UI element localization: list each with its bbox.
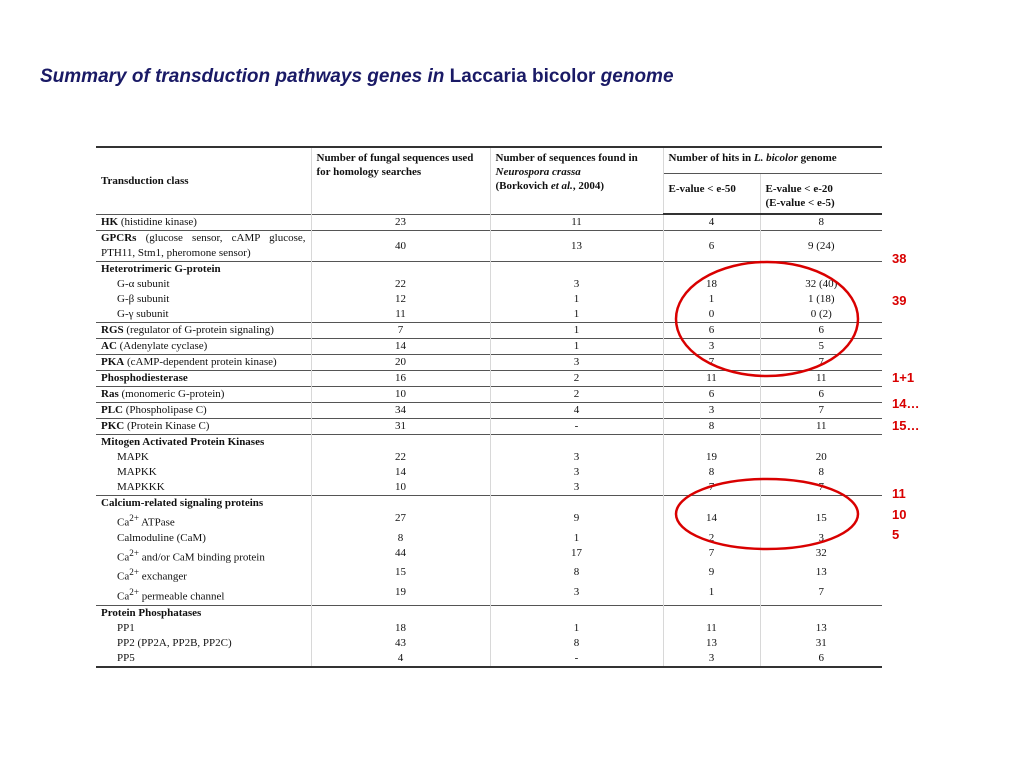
cell-fungal-count: 4 (311, 651, 490, 667)
row-class-name: Phosphodiesterase (101, 372, 188, 384)
cell-fungal-count: 34 (311, 403, 490, 419)
cell-e20-hits: 6 (760, 323, 882, 339)
row-class-desc: (Protein Kinase C) (124, 420, 210, 432)
cell-fungal-count: 7 (311, 323, 490, 339)
row-sub-label: MAPKK (117, 466, 157, 478)
cell-e20-hits: 8 (760, 214, 882, 231)
cell-e20-hits: 6 (760, 651, 882, 667)
row-sub-label: MAPK (117, 451, 149, 463)
header-e20-b: (E-value < e-5) (765, 197, 835, 209)
cell-fungal-count: 22 (311, 262, 490, 293)
cell-e20-hits: 7 (760, 355, 882, 371)
cell-e20-hits: 8 (818, 466, 824, 478)
cell-fungal-count: 40 (311, 231, 490, 262)
cell-neurospora-count: 9 (490, 496, 663, 531)
row-class-desc: (histidine kinase) (118, 215, 197, 228)
row-class-desc: (Phospholipase C) (123, 404, 207, 416)
row-sub-label: MAPKKK (117, 481, 165, 493)
row-class-desc: (monomeric G-protein) (118, 388, 225, 400)
cell-neurospora-count: 13 (490, 231, 663, 262)
row-label-sup: 2+ (129, 513, 139, 523)
cell-fungal-count: 27 (311, 496, 490, 531)
cell-e50-hits: 8 (663, 465, 760, 480)
cell-neurospora-count: - (490, 419, 663, 435)
cell-neurospora-count: 4 (490, 403, 663, 419)
cell-e20-hits: 6 (760, 387, 882, 403)
title-part-3: genome (600, 66, 674, 87)
cell-fungal-count: 22 (311, 435, 490, 466)
cell-e50-hits: 7 (663, 355, 760, 371)
cell-e50-hits: 4 (663, 214, 760, 231)
cell-neurospora-count: 1 (490, 307, 663, 323)
cell-e50-hits: 0 (663, 307, 760, 323)
cell-fungal-count: 15 (311, 565, 490, 585)
row-sub-label: PP5 (117, 651, 135, 664)
cell-e50-hits: 18 (663, 262, 760, 293)
cell-e20-hits: 31 (815, 636, 827, 649)
cell-neurospora-count: 3 (490, 585, 663, 605)
row-class-name: Ras (101, 388, 119, 400)
cell-e50-hits: 13 (663, 636, 760, 651)
cell-e20-hits: 7 (818, 481, 824, 493)
header-hits-species: L. bicolor (753, 152, 798, 164)
cell-neurospora-count: 11 (490, 214, 663, 231)
cell-e50-hits: 11 (663, 371, 760, 387)
row-label-post: and/or CaM binding protein (138, 551, 265, 564)
cell-e20-hits: 3 (818, 531, 824, 544)
row-label-post: permeable channel (138, 590, 225, 603)
row-label-post: exchanger (138, 570, 187, 583)
row-class-name: PKC (101, 420, 125, 432)
group-heading: Calcium-related signaling proteins (101, 497, 264, 509)
cell-e50-hits: 6 (663, 231, 760, 262)
cell-e20-hits: 9 (24) (760, 231, 882, 262)
cell-e20-hits: 20 (760, 435, 882, 466)
header-neurospora-text: Number of sequences found in (495, 152, 638, 164)
cell-e50-hits: 3 (663, 651, 760, 667)
cell-neurospora-count: 1 (490, 605, 663, 636)
row-class-desc: (cAMP-dependent protein kinase) (124, 356, 277, 368)
cell-e50-hits: 6 (663, 323, 760, 339)
group-heading: Mitogen Activated Protein Kinases (101, 436, 265, 448)
header-neurospora-species: Neurospora crassa (495, 166, 581, 178)
cell-e50-hits: 1 (663, 585, 760, 605)
row-sub-label: PP2 (PP2A, PP2B, PP2C) (117, 636, 232, 649)
title-species: Laccaria bicolor (449, 66, 596, 87)
cell-fungal-count: 11 (311, 307, 490, 323)
row-class-name: GPCRs (101, 232, 137, 244)
row-label-pre: Ca (117, 590, 130, 603)
row-class-name: PKA (101, 356, 125, 368)
row-label-post: ATPase (138, 516, 175, 529)
note-pde: 15… (892, 418, 920, 433)
cell-neurospora-count: 1 (490, 323, 663, 339)
highlight-circle-g-protein (676, 262, 858, 376)
cell-neurospora-count: - (490, 651, 663, 667)
cell-fungal-count: 23 (311, 214, 490, 231)
cell-neurospora-count: 8 (490, 565, 663, 585)
cell-e20-hits: 11 (760, 371, 882, 387)
cell-neurospora-count: 8 (490, 636, 663, 651)
header-neurospora-ref-a: (Borkovich (495, 180, 549, 192)
header-hits-text: Number of hits in (668, 152, 752, 164)
cell-fungal-count: 18 (311, 605, 490, 636)
note-38: 38 (892, 251, 907, 266)
note-39: 39 (892, 293, 907, 308)
cell-neurospora-count: 17 (490, 546, 663, 566)
row-label-pre: Ca (117, 551, 130, 564)
header-e20-a: E-value < e-20 (765, 183, 833, 195)
cell-e20-hits: 11 (760, 419, 882, 435)
cell-neurospora-count: 1 (490, 531, 663, 546)
cell-e20-hits: 32 (815, 546, 827, 559)
cell-neurospora-count: 3 (490, 435, 663, 466)
row-class-name: RGS (101, 324, 124, 336)
row-class-name: PLC (101, 404, 123, 416)
cell-e20-hits: 13 (815, 566, 827, 579)
row-sub-label: G-α subunit (117, 278, 170, 290)
row-label-sup: 2+ (129, 586, 139, 597)
row-class-desc: (regulator of G-protein signaling) (123, 324, 274, 336)
cell-fungal-count: 12 (311, 292, 490, 307)
cell-fungal-count: 16 (311, 371, 490, 387)
cell-e50-hits: 11 (663, 605, 760, 636)
cell-fungal-count: 44 (311, 546, 490, 566)
cell-e50-hits: 8 (663, 419, 760, 435)
note-5: 5 (892, 527, 900, 542)
cell-e20-hits: 15 (760, 496, 882, 531)
cell-e20-hits: 7 (818, 585, 824, 598)
highlight-circle-mapk (676, 479, 858, 549)
cell-e50-hits: 2 (663, 531, 760, 546)
row-sub-label: Calmoduline (CaM) (117, 531, 206, 544)
row-class-name: HK (101, 215, 119, 228)
row-class-desc: (glucose sensor, cAMP glucose, PTH11, Stm1, pheromone sensor) (101, 232, 306, 259)
row-class-desc: (Adenylate cyclase) (116, 340, 208, 352)
cell-neurospora-count: 2 (490, 371, 663, 387)
group-heading: Protein Phosphatases (101, 606, 202, 619)
cell-fungal-count: 10 (311, 480, 490, 496)
cell-e20-hits: 7 (760, 403, 882, 419)
row-class-name: AC (101, 340, 117, 352)
cell-fungal-count: 10 (311, 387, 490, 403)
row-label-pre: Ca (117, 516, 130, 529)
cell-e50-hits: 7 (663, 546, 760, 566)
group-heading: Heterotrimeric G-protein (101, 263, 221, 275)
cell-neurospora-count: 3 (490, 465, 663, 480)
cell-fungal-count: 43 (311, 636, 490, 651)
cell-e20-hits: 0 (2) (810, 308, 832, 320)
note-11: 11 (892, 486, 906, 501)
header-class: Transduction class (96, 147, 311, 214)
cell-e50-hits: 3 (663, 339, 760, 355)
cell-e20-hits: 32 (40) (760, 262, 882, 293)
cell-fungal-count: 31 (311, 419, 490, 435)
cell-e20-hits: 5 (760, 339, 882, 355)
cell-e20-hits: 1 (18) (807, 293, 835, 305)
row-label-sup: 2+ (129, 567, 139, 578)
row-sub-label: PP1 (117, 621, 135, 634)
cell-neurospora-count: 3 (490, 480, 663, 496)
cell-neurospora-count: 2 (490, 387, 663, 403)
header-e50: E-value < e-50 (663, 174, 760, 215)
cell-e50-hits: 7 (663, 480, 760, 496)
row-sub-label: G-β subunit (117, 293, 170, 305)
header-neurospora-ref-etal: et al. (550, 180, 573, 192)
cell-fungal-count: 20 (311, 355, 490, 371)
cell-e50-hits: 6 (663, 387, 760, 403)
cell-e50-hits: 9 (663, 565, 760, 585)
note-ac: 1+1 (892, 370, 915, 385)
title-part-1: Summary of transduction pathways genes in (40, 66, 445, 87)
header-hits-genome: genome (800, 152, 837, 164)
cell-fungal-count: 8 (311, 531, 490, 546)
note-pka: 14… (892, 396, 920, 411)
cell-fungal-count: 14 (311, 465, 490, 480)
cell-neurospora-count: 1 (490, 339, 663, 355)
header-neurospora-ref-b: , 2004) (572, 180, 604, 192)
cell-e50-hits: 14 (663, 496, 760, 531)
cell-neurospora-count: 3 (490, 262, 663, 293)
cell-e50-hits: 3 (663, 403, 760, 419)
row-label-pre: Ca (117, 570, 130, 583)
cell-neurospora-count: 3 (490, 355, 663, 371)
cell-fungal-count: 19 (311, 585, 490, 605)
row-label-sup: 2+ (129, 547, 139, 558)
cell-neurospora-count: 1 (490, 292, 663, 307)
row-sub-label: G-γ subunit (117, 308, 169, 320)
cell-e50-hits: 1 (663, 292, 760, 307)
header-fungal: Number of fungal sequences used for homology searches (311, 147, 490, 214)
cell-e20-hits: 13 (760, 605, 882, 636)
cell-e50-hits: 19 (663, 435, 760, 466)
note-10: 10 (892, 507, 907, 522)
cell-fungal-count: 14 (311, 339, 490, 355)
